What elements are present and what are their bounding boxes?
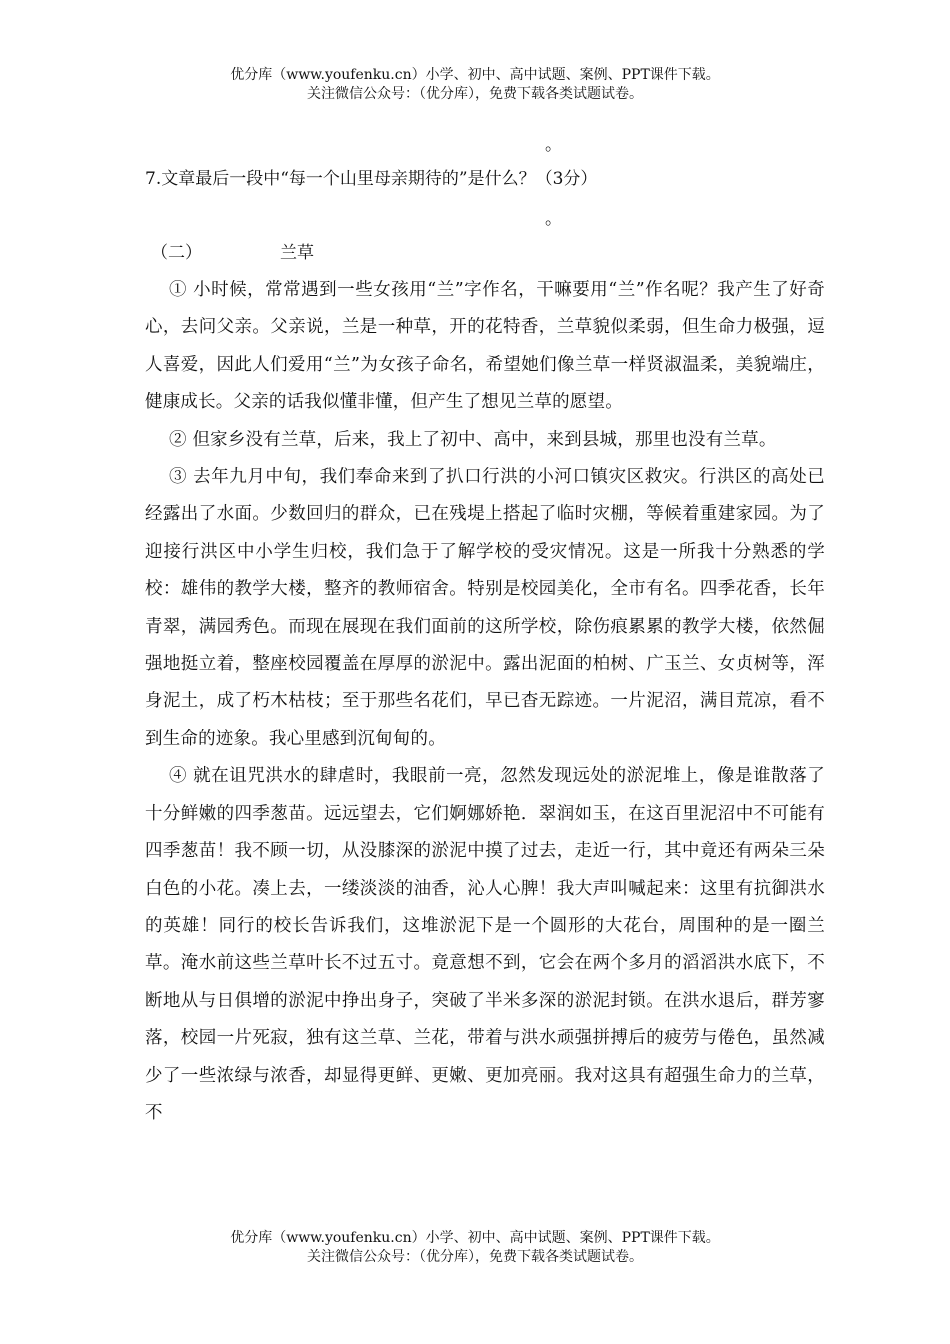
paragraph-3: ③ 去年九月中旬，我们奉命来到了扒口行洪的小河口镇灾区救灾。行洪区的高处已经露出了水面。少数回归的群众，已在残堤上搭起了临时灾棚，等候着重建家园。为了迎接行洪区中小学生归校，我们急于了解学校的受灾情况。这是一所我十分熟悉的学校：雄伟的教学大楼，整齐的教师宿舍。特别是校园美化，全市有名。四季花香，长年青翠，满园秀色。而现在展现在我们面前的这所学校，除伤痕累累的教学大楼，依然倔强地挺立着，整座校园覆盖在厚厚的淤泥中。露出泥面的柏树、广玉兰、女贞树等，浑身泥土，成了朽木枯枝；至于那些名花们，早已杳无踪迹。一片泥沼，满目荒凉，看不到生命的迹象。我心里感到沉甸甸的。 (145, 467, 825, 749)
answer-blank-period: 。 (545, 135, 562, 155)
section-title: 兰草 (280, 243, 314, 263)
paragraph-2: ② 但家乡没有兰草，后来，我上了初中、高中，来到县城，那里也没有兰草。 (169, 429, 777, 450)
answer-blank-line (145, 198, 825, 235)
header-line-1: 优分库（www.youfenku.cn）小学、初中、高中试题、案例、PPT课件下载。 (230, 67, 720, 83)
paragraph-4: ④ 就在诅咒洪水的肆虐时，我眼前一亮，忽然发现远处的淤泥堆上，像是谁散落了十分鲜嫩的四季葱苗。远远望去，它们婀娜娇艳．翠润如玉，在这百里泥沼中不可能有四季葱苗！我不顾一切，从没膝深的淤泥中摸了过去，走近一行，其中竟还有两朵三朵白色的小花。凑上去，一缕淡淡的油香，沁人心脾！我大声叫喊起来：这里有抗御洪水的英雄！同行的校长告诉我们，这堆淤泥下是一个圆形的大花台，周围种的是一圈兰草。淹水前这些兰草叶长不过五寸。竟意想不到，它会在两个多月的滔滔洪水底下，不断地从与日俱增的淤泥中挣出身子，突破了半米多深的淤泥封锁。在洪水退后，群芳寥落，校园一片死寂，独有这兰草、兰花，带着与洪水顽强拼搏后的疲劳与倦色，虽然减少了一些浓绿与浓香，却显得更鲜、更嫩、更加亮丽。我对这具有超强生命力的兰草，不 (145, 766, 825, 1123)
footer-line-1: 优分库（www.youfenku.cn）小学、初中、高中试题、案例、PPT课件下载。 (230, 1230, 720, 1246)
page-footer (0, 1229, 950, 1267)
paragraph-1: ① 小时候，常常遇到一些女孩用“兰”字作名，干嘛要用“兰”作名呢？我产生了好奇心，去问父亲。父亲说，兰是一种草，开的花特香，兰草貌似柔弱，但生命力极强，逗人喜爱，因此人们爱用“兰”为女孩子命名，希望她们像兰草一样贤淑温柔，美貌端庄，健康成长。父亲的话我似懂非懂，但产生了想见兰草的愿望。 (145, 280, 825, 413)
section-heading: （二） 兰草 (145, 235, 825, 272)
footer-line-2: 关注微信公众号：（优分库），免费下载各类试题试卷。 (307, 1249, 643, 1265)
header-line-2: 关注微信公众号：（优分库），免费下载各类试题试卷。 (307, 86, 643, 102)
answer-blank-period: 。 (545, 209, 562, 229)
document-body (145, 124, 825, 1132)
page-header (0, 66, 950, 104)
question-7: 7.文章最后一段中“每一个山里母亲期待的”是什么？（3分） (145, 169, 598, 189)
answer-blank-line (145, 124, 825, 161)
